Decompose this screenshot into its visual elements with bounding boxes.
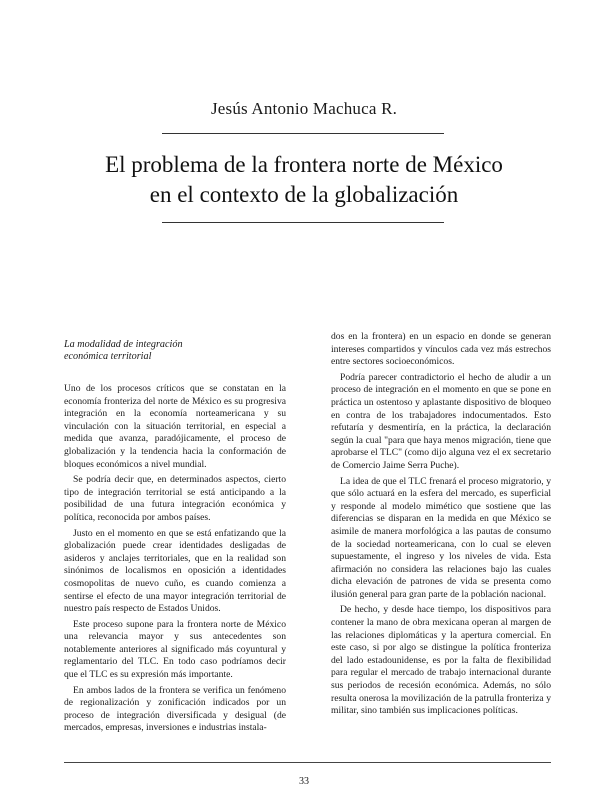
right-column xyxy=(331,331,551,721)
section-heading xyxy=(64,339,286,363)
article-title xyxy=(0,150,608,210)
paragraph: Podría parecer contradictorio el hecho de aludir a un proceso de integración en el momento en que se pone en práctica un ostentoso y aplastante dispositivo de bloqueo en contra de los trabajadores indocumentados. Esto refutaría y desmentiría, en la práctica, la declaración según la cual "para que haya menos migración, tiene que aprobarse el TLC" (como dijo alguna vez el ex secretario de Comercio Jaime Serra Puche). xyxy=(331,371,551,471)
paragraph: De hecho, y desde hace tiempo, los dispositivos para contener la mano de obra mexicana operan al margen de las relaciones diplomáticas y la apertura comercial. En este caso, si por algo se distingue la política fronteriza del lado estadounidense, es por la falta de flexibilidad para regular el mercado de trabajo internacional durante sus periodos de recesión económica. Además, no sólo resulta onerosa la movilización de la patrulla fronteriza y militar, sino también sus implicaciones políticas. xyxy=(331,604,551,717)
title-rule-top xyxy=(162,133,444,134)
title-line-2: en el contexto de la globalización xyxy=(149,182,459,207)
section-heading-line-2: económica territorial xyxy=(64,351,152,362)
paragraph: Se podría decir que, en determinados aspectos, cierto tipo de integración territorial se está anticipando a la posibilidad de una futura integración económica y política, reconocida por ambos países. xyxy=(64,474,286,523)
page-number: 33 xyxy=(299,776,309,787)
footer-rule xyxy=(64,762,551,763)
section-heading-line-1: La modalidad de integración xyxy=(64,339,183,350)
paragraph: En ambos lados de la frontera se verifica un fenómeno de regionalización y zonificación indicados por un proceso de integración diversificada y desigual (de mercados, empresas, inversiones e industrias instala- xyxy=(64,684,286,734)
author-name: Jesús Antonio Machuca R. xyxy=(210,99,398,118)
paragraph: Justo en el momento en que se está enfatizando que la globalización puede crear identidades desligadas de asideros y anclajes territoriales, que en la realidad son sinónimos de localismos en oposición a identidades cosmopolitas de nuevo cuño, es cuando comienza a sentirse el efecto de una mayor integración territorial de nuestro país respecto de Estados Unidos. xyxy=(64,527,286,615)
title-line-1: El problema de la frontera norte de México xyxy=(105,152,503,177)
paragraph: dos en la frontera) en un espacio en donde se generan intereses compartidos y vínculos cada vez más estrechos entre sectores socioeconómicos. xyxy=(331,331,551,368)
paragraph: Uno de los procesos críticos que se constatan en la economía fronteriza del norte de México es su progresiva integración en la economía norteamericana y su vinculación con la situación territorial, en especial a medida que avanza, paradójicamente, el proceso de globalización y la tendencia hacia la conformación de bloques económicos a nivel mundial. xyxy=(64,383,286,470)
title-rule-bottom xyxy=(162,222,444,223)
paragraph: La idea de que el TLC frenará el proceso migratorio, y que sólo actuará en la esfera del mercado, es superficial y responde al modelo mimético que sostiene que las diferencias se disparan en la medida en que México se asimile de manera morfológica a las pautas de consumo de la sociedad norteamericana, con lo cual se eleven supuestamente, el ingreso y los niveles de vida. Esta afirmación no considera las relaciones bajo las cuales dicha elevación de patrones de vida se presenta como ilusión general para gran parte de la población nacional. xyxy=(331,475,551,600)
left-column xyxy=(64,326,286,738)
paragraph: Este proceso supone para la frontera norte de México una relevancia mayor y sus antecedentes son notablemente anteriores al significado más coyuntural y reglamentario del TLC. En todo caso podríamos decir que el TLC es su expresión más importante. xyxy=(64,618,286,681)
